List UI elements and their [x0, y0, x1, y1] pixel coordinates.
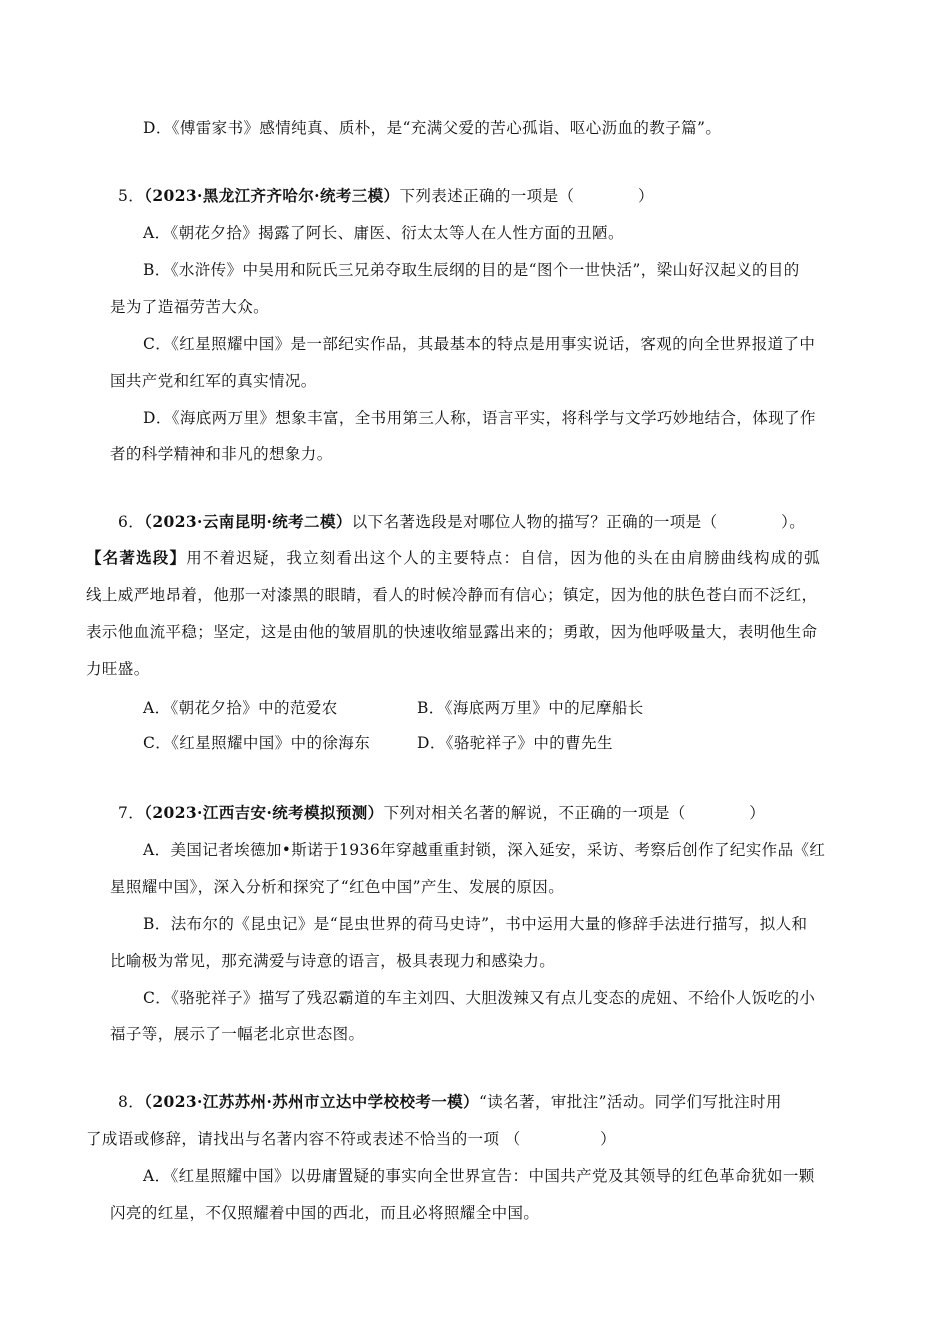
question-number: 6．	[118, 513, 145, 531]
question-7-stem	[118, 802, 765, 824]
question-source: （2023·云南昆明·统考二模）	[144, 512, 352, 531]
question-source: （2023·江西吉安·统考模拟预测）	[144, 803, 384, 822]
q6-option-a: A．《朝花夕拾》中的范爱农	[143, 699, 338, 717]
excerpt-label: 【名著选段】	[86, 548, 187, 567]
q8-option-a-line1: A．《红星照耀中国》以毋庸置疑的事实向全世界宣告：中国共产党及其领导的红色革命犹如一颗	[143, 1167, 815, 1185]
q7-option-c-line2: 福子等，展示了一幅老北京世态图。	[110, 1025, 365, 1043]
q5-option-d-line2: 者的科学精神和非凡的想象力。	[110, 445, 333, 463]
q5-option-d-line1: D．《海底两万里》想象丰富，全书用第三人称，语言平实，将科学与文学巧妙地结合，体现了作	[143, 409, 816, 427]
q8-option-a-line2: 闪亮的红星，不仅照耀着中国的西北，而且必将照耀全中国。	[110, 1204, 540, 1222]
q7-option-b-line2: 比喻极为常见，那充满爱与诗意的语言，极具表现力和感染力。	[110, 952, 556, 970]
q6-option-b: B．《海底两万里》中的尼摩船长	[417, 699, 644, 717]
q7-option-a-line1: A．美国记者埃德加•斯诺于1936年穿越重重封锁，深入延安，采访、考察后创作了纪实作品《红	[143, 841, 826, 859]
q6-excerpt-line2: 线上威严地昂着，他那一对漆黑的眼睛，看人的时候冷静而有信心；镇定，因为他的肤色苍白而不泛红，	[86, 586, 818, 604]
q6-excerpt-line4: 力旺盛。	[86, 660, 150, 678]
q7-option-a-line2: 星照耀中国》，深入分析和探究了“红色中国”产生、发展的原因。	[110, 878, 565, 896]
question-number: 8．	[118, 1093, 145, 1111]
question-source: （2023·江苏苏州·苏州市立达中学校校考一模）	[144, 1092, 479, 1111]
q7-option-c-line1: C．《骆驼祥子》描写了残忍霸道的车主刘四、大胆泼辣又有点儿变态的虎妞、不给仆人饭吃的小	[143, 989, 816, 1007]
q5-option-c-line1: C．《红星照耀中国》是一部纪实作品，其最基本的特点是用事实说话，客观的向全世界报道了中	[143, 335, 816, 353]
question-text: 下列表述正确的一项是（ ）	[399, 187, 654, 205]
q5-option-b-line1: B．《水浒传》中吴用和阮氏三兄弟夺取生辰纲的目的是“图个一世快活”，梁山好汉起义的目的	[143, 261, 800, 279]
q6-excerpt-line1	[86, 547, 821, 569]
question-source: （2023·黑龙江齐齐哈尔·统考三模）	[144, 186, 400, 205]
question-8-stem-line1	[118, 1091, 782, 1113]
question-6-stem	[118, 511, 805, 533]
question-number: 5．	[118, 187, 145, 205]
question-text: 下列对相关名著的解说，不正确的一项是（ ）	[383, 804, 766, 822]
question-8-stem-line2: 了成语或修辞，请找出与名著内容不符或表述不恰当的一项 （ ）	[86, 1130, 617, 1148]
q7-option-b-line1: B．法布尔的《昆虫记》是“昆虫世界的荷马史诗”，书中运用大量的修辞手法进行描写，拟人和	[143, 915, 808, 933]
q5-option-a: A．《朝花夕拾》揭露了阿长、庸医、衍太太等人在人性方面的丑陋。	[143, 224, 624, 242]
excerpt-text: 用不着迟疑，我立刻看出这个人的主要特点：自信，因为他的头在由肩膀曲线构成的弧	[186, 549, 821, 567]
q6-option-c: C．《红星照耀中国》中的徐海东	[143, 734, 371, 752]
q5-option-c-line2: 国共产党和红军的真实情况。	[110, 372, 317, 390]
q5-option-b-line2: 是为了造福劳苦大众。	[110, 298, 270, 316]
question-number: 7．	[118, 804, 145, 822]
question-text: 以下名著选段是对哪位人物的描写？正确的一项是（ ）。	[351, 513, 806, 531]
q6-option-d: D．《骆驼祥子》中的曹先生	[417, 734, 613, 752]
q6-excerpt-line3: 表示他血流平稳；坚定，这是由他的皱眉肌的快速收缩显露出来的；勇敢，因为他呼吸量大，表明他生命	[86, 623, 818, 641]
q4-option-d: D．《傅雷家书》感情纯真、质朴，是“充满父爱的苦心孤诣、呕心沥血的教子篇”。	[143, 119, 722, 137]
question-5-stem	[118, 185, 654, 207]
question-text: “读名著，审批注”活动。同学们写批注时用	[478, 1093, 782, 1111]
